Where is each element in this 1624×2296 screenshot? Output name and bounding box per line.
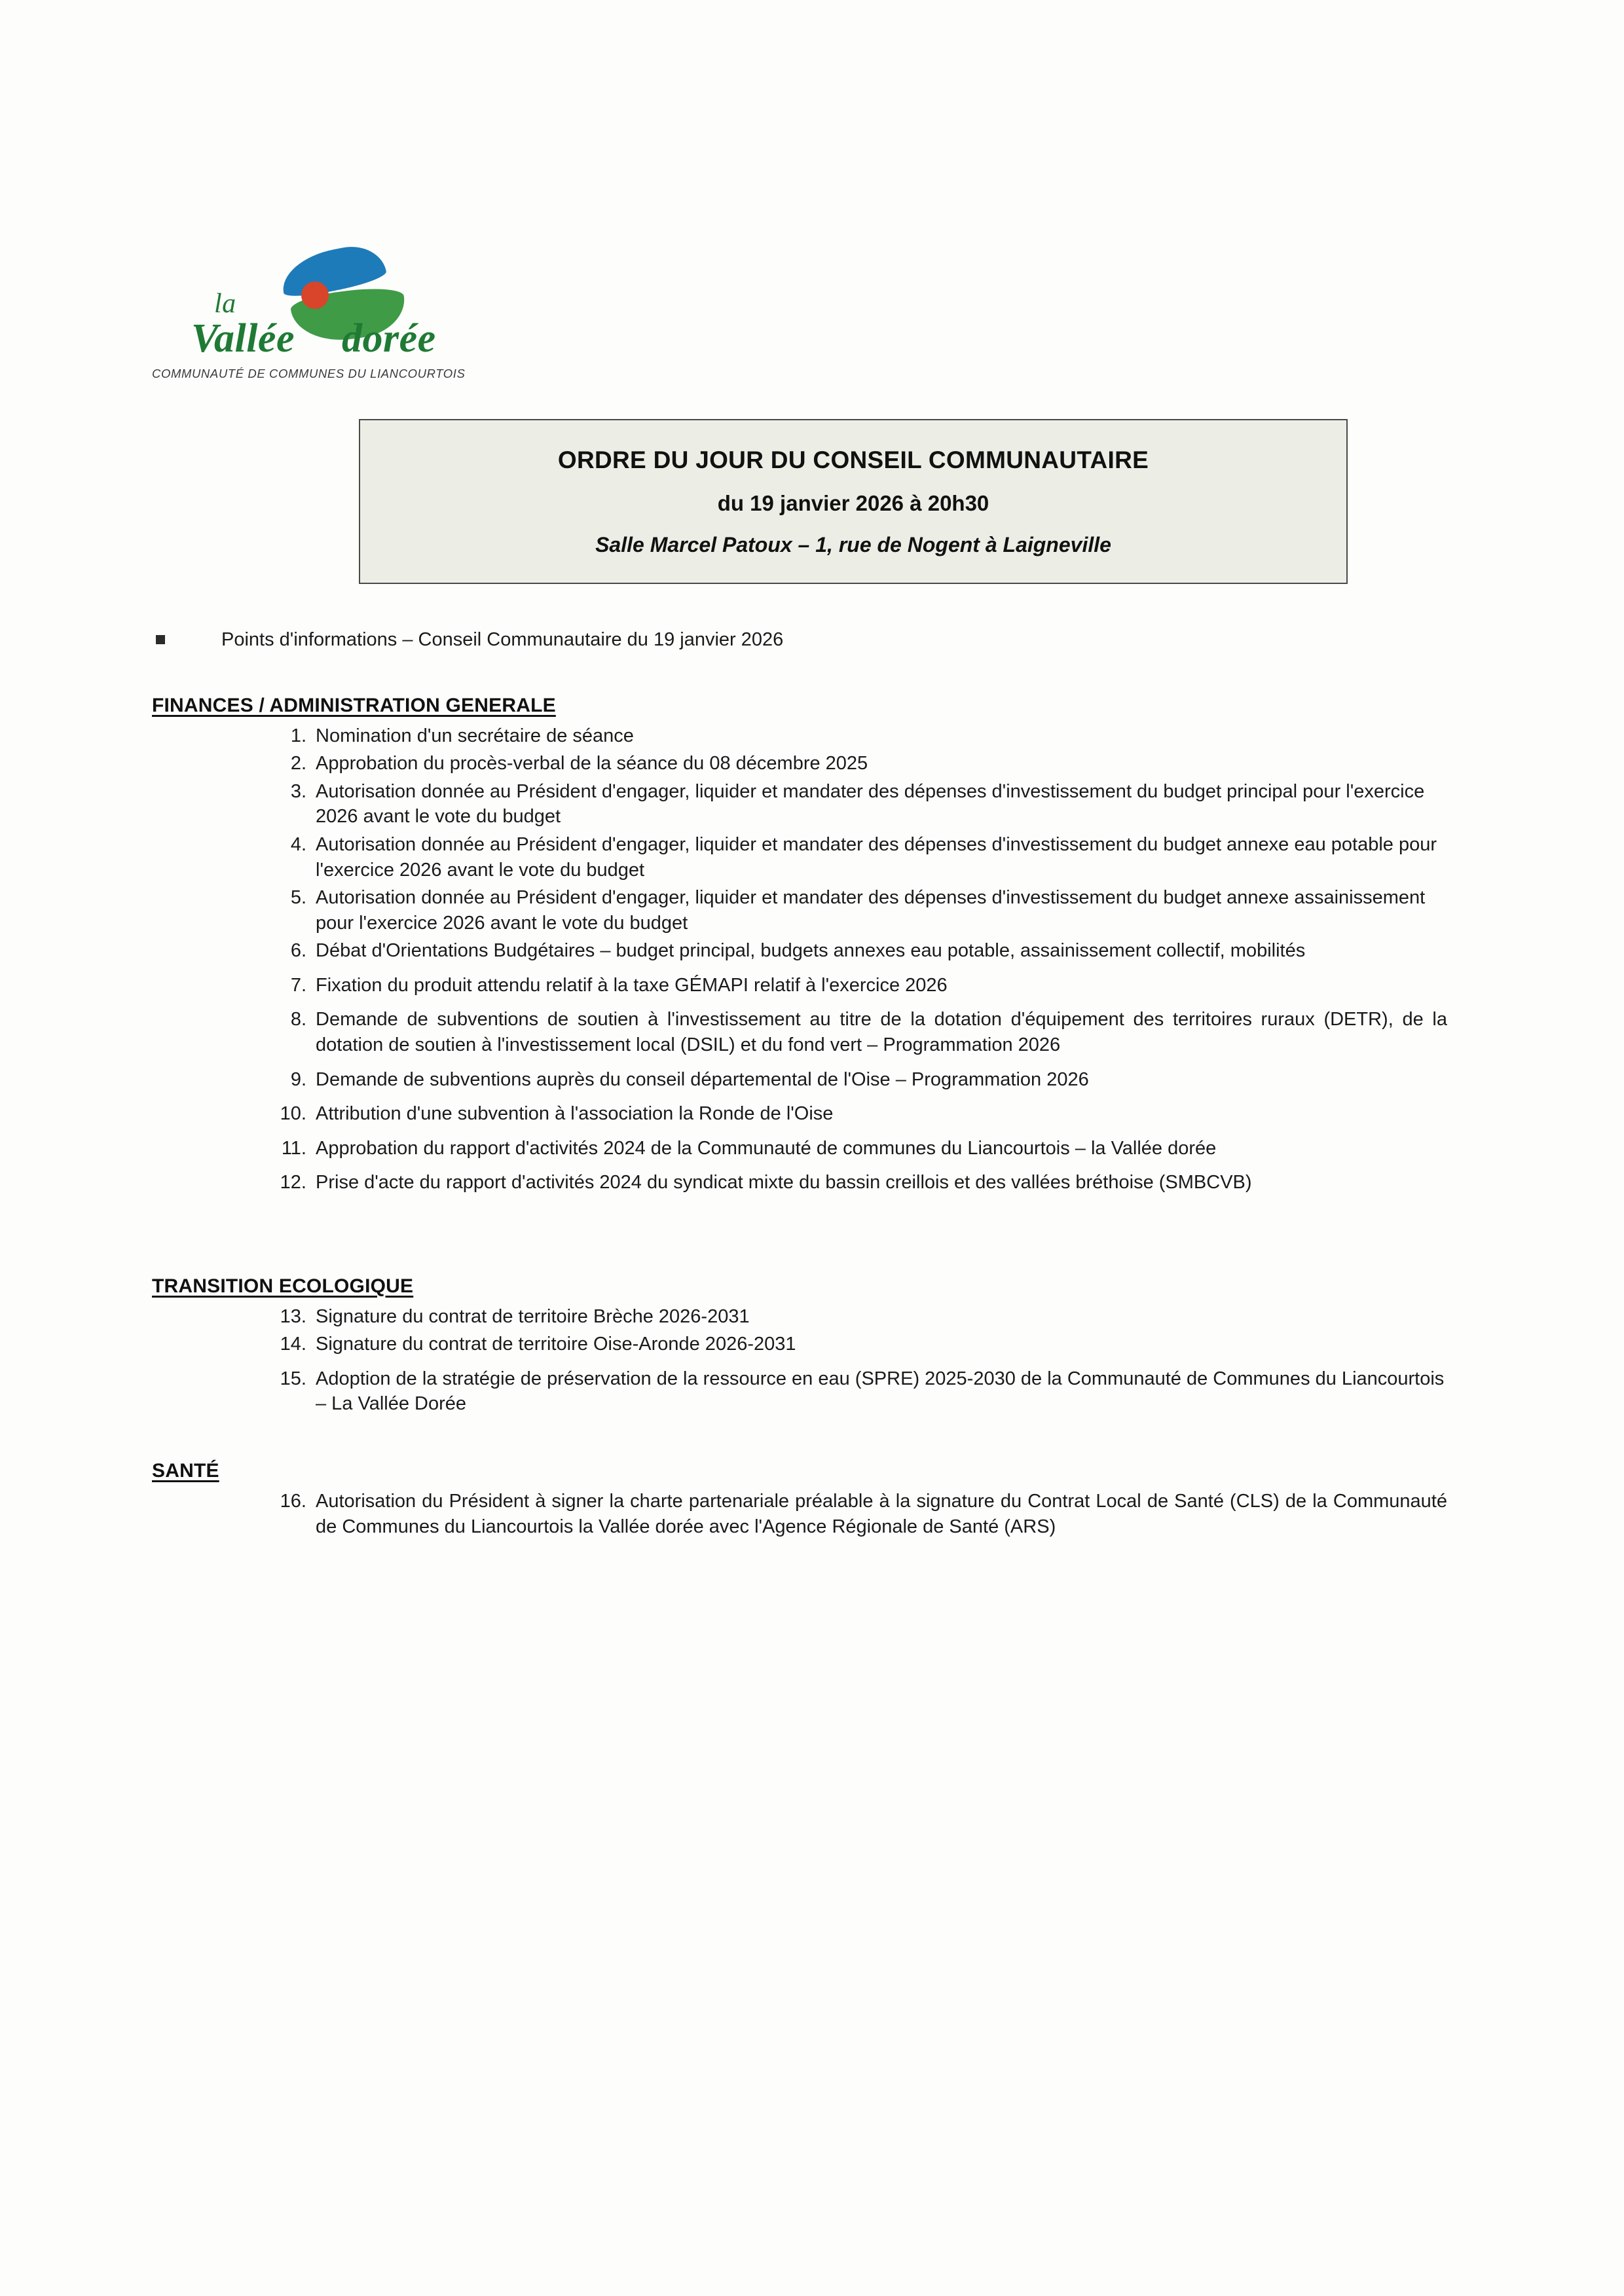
section-items-transition-ecologique: [0, 1304, 1624, 1417]
item-number: 13.: [280, 1305, 306, 1327]
agenda-content: [0, 629, 1624, 1542]
item-text: Autorisation donnée au Président d'engager, liquider et mandater des dépenses d'investissement du budget principal pour l'exercice 2026 avant le vote du budget: [316, 780, 1425, 828]
red-dot-icon: [301, 282, 329, 309]
item-number: 9.: [290, 1068, 306, 1090]
logo-word-vallee: Vallée: [191, 316, 295, 361]
agenda-title: ORDRE DU JOUR DU CONSEIL COMMUNAUTAIRE: [557, 446, 1149, 473]
item-number: 4.: [290, 834, 306, 856]
agenda-item: [275, 885, 1447, 936]
section-items-sante: [0, 1489, 1624, 1539]
section-heading-transition-ecologique: TRANSITION ECOLOGIQUE: [152, 1275, 414, 1297]
item-text: Approbation du procès-verbal de la séance du 08 décembre 2025: [316, 753, 868, 774]
item-number: 3.: [290, 780, 306, 802]
logo-word-la: la: [214, 289, 236, 319]
agenda-location: Salle Marcel Patoux – 1, rue de Nogent à Laigneville: [595, 532, 1111, 556]
item-text: Signature du contrat de territoire Brèche 2026-2031: [316, 1305, 750, 1327]
agenda-item: [275, 1366, 1447, 1417]
agenda-item: [275, 723, 1447, 749]
item-text: Demande de subventions auprès du conseil départemental de l'Oise – Programmation 2026: [316, 1068, 1089, 1090]
item-number: 12.: [280, 1172, 306, 1194]
item-number: 2.: [290, 753, 306, 774]
item-number: 6.: [290, 940, 306, 962]
item-text: Signature du contrat de territoire Oise-Aronde 2026-2031: [316, 1334, 796, 1355]
agenda-item: [275, 1332, 1447, 1357]
agenda-title-box: [359, 419, 1348, 584]
item-text: Autorisation donnée au Président d'engager, liquider et mandater des dépenses d'investissement du budget annexe eau potable pour l'exercice 2026 avant le vote du budget: [316, 834, 1437, 881]
logo-artwork: [152, 230, 479, 381]
agenda-item: [275, 1489, 1447, 1539]
square-bullet-icon: [156, 635, 165, 644]
section-heading-finances: FINANCES / ADMINISTRATION GENERALE: [152, 694, 556, 716]
item-text: Débat d'Orientations Budgétaires – budget principal, budgets annexes eau potable, assainissement collectif, mobilités: [316, 940, 1306, 962]
agenda-item: [275, 973, 1447, 998]
item-number: 11.: [281, 1137, 306, 1159]
item-text: Attribution d'une subvention à l'association la Ronde de l'Oise: [316, 1103, 834, 1125]
item-text: Demande de subventions de soutien à l'investissement au titre de la dotation d'équipement des territoires ruraux (DETR), de la dotation de soutien à l'investissement local (DSIL) et du fond vert – Programmation 2026: [316, 1009, 1447, 1055]
agenda-datetime: du 19 janvier 2026 à 20h30: [717, 490, 989, 515]
agenda-item: [275, 1067, 1447, 1093]
agenda-item: [275, 1136, 1447, 1161]
section-heading-sante: SANTÉ: [152, 1460, 219, 1482]
item-number: 5.: [290, 887, 306, 909]
item-number: 10.: [280, 1103, 306, 1125]
item-number: 15.: [280, 1368, 306, 1389]
item-text: Adoption de la stratégie de préservation de la ressource en eau (SPRE) 2025-2030 de la Communauté de Communes du Liancourtois – La Vallée Dorée: [316, 1368, 1445, 1415]
item-number: 14.: [280, 1334, 306, 1355]
section-items-finances: [0, 723, 1624, 1195]
agenda-item: [275, 1101, 1447, 1127]
information-note-text: Points d'informations – Conseil Communautaire du 19 janvier 2026: [221, 629, 784, 650]
logo-subtitle: COMMUNAUTÉ DE COMMUNES DU LIANCOURTOIS: [152, 367, 466, 380]
item-text: Autorisation donnée au Président d'engager, liquider et mandater des dépenses d'investissement du budget annexe assainissement pour l'exercice 2026 avant le vote du budget: [316, 887, 1426, 934]
item-number: 16.: [280, 1491, 306, 1512]
item-text: Prise d'acte du rapport d'activités 2024 du syndicat mixte du bassin creillois et des vallées bréthoise (SMBCVB): [316, 1172, 1252, 1194]
agenda-item: [275, 938, 1447, 964]
agenda-item: [275, 779, 1447, 829]
item-text: Nomination d'un secrétaire de séance: [316, 725, 634, 746]
agenda-item: [275, 1304, 1447, 1330]
organization-logo: [152, 230, 492, 381]
logo-word-doree: dorée: [342, 316, 436, 361]
agenda-item: [275, 832, 1447, 883]
item-number: 7.: [290, 974, 306, 996]
item-number: 8.: [290, 1009, 306, 1030]
information-note: [156, 629, 1624, 651]
section-spacer: [0, 1198, 1624, 1232]
agenda-item: [275, 751, 1447, 776]
item-text: Fixation du produit attendu relatif à la taxe GÉMAPI relatif à l'exercice 2026: [316, 974, 948, 996]
item-text: Autorisation du Président à signer la charte partenariale préalable à la signature du Contrat Local de Santé (CLS) de la Communauté de Communes du Liancourtois la Vallée dorée avec l'Agence Régionale de Santé (ARS): [316, 1491, 1447, 1537]
item-text: Approbation du rapport d'activités 2024 de la Communauté de communes du Liancourtois – la Vallée dorée: [316, 1137, 1217, 1159]
agenda-item: [275, 1170, 1447, 1195]
agenda-item: [275, 1007, 1447, 1057]
item-number: 1.: [290, 725, 306, 746]
